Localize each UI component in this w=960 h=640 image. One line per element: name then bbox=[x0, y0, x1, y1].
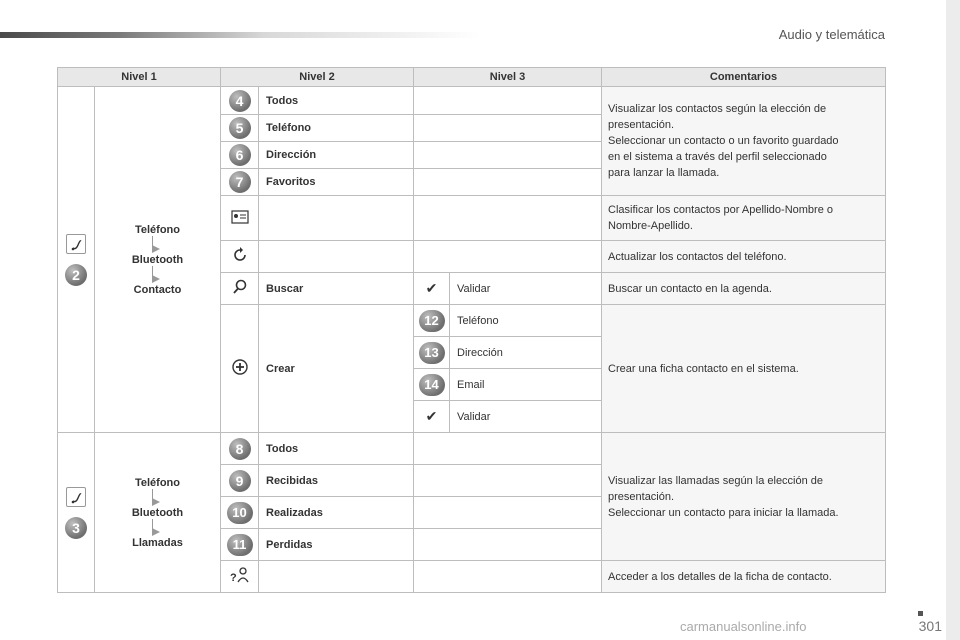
badge-cell bbox=[414, 369, 450, 401]
phone-handset-icon bbox=[66, 487, 86, 507]
level1-path-cell bbox=[95, 433, 221, 593]
level3-empty bbox=[414, 87, 602, 115]
comment-refresh: Actualizar los contactos del teléfono. bbox=[602, 241, 886, 273]
svg-text:?: ? bbox=[229, 572, 237, 584]
arrow-down-right-icon bbox=[152, 266, 164, 284]
search-icon bbox=[231, 278, 249, 296]
col-header-comments: Comentarios bbox=[602, 68, 886, 87]
section-title: Audio y telemática bbox=[778, 27, 885, 42]
badge-cell bbox=[221, 433, 259, 465]
contact-details-icon bbox=[229, 566, 251, 584]
phone-handset-icon bbox=[66, 234, 86, 254]
badge-cell bbox=[221, 115, 259, 142]
comment-view-calls bbox=[602, 433, 886, 561]
level2-realizadas[interactable]: Realizadas bbox=[259, 497, 414, 529]
path-step: Teléfono bbox=[134, 476, 180, 489]
arrow-down-right-icon bbox=[152, 519, 164, 537]
level3-validar[interactable]: Validar bbox=[450, 273, 602, 305]
comment-line: presentación. bbox=[608, 119, 675, 131]
step-badge: 5 bbox=[229, 117, 251, 139]
path-step: Contacto bbox=[133, 283, 182, 296]
level3-empty bbox=[414, 241, 602, 273]
level2-buscar[interactable]: Buscar bbox=[259, 273, 414, 305]
step-badge: 10 bbox=[227, 502, 253, 524]
step-badge: 2 bbox=[65, 264, 87, 286]
step-badge: 9 bbox=[229, 470, 251, 492]
badge-cell bbox=[221, 169, 259, 196]
level3-empty bbox=[414, 115, 602, 142]
page-number: 301 bbox=[918, 618, 942, 634]
comment-line: para lanzar la llamada. bbox=[608, 167, 720, 179]
watermark-text: carmanualsonline.info bbox=[680, 619, 807, 634]
refresh-icon-cell[interactable] bbox=[221, 241, 259, 273]
checkmark-icon: ✔ bbox=[425, 408, 438, 424]
level3-empty bbox=[414, 465, 602, 497]
step-badge: 6 bbox=[229, 144, 251, 166]
details-icon-cell[interactable] bbox=[221, 561, 259, 593]
step-badge: 7 bbox=[229, 171, 251, 193]
comment-sort bbox=[602, 196, 886, 241]
search-icon-cell[interactable] bbox=[221, 273, 259, 305]
level2-telefono[interactable]: Teléfono bbox=[259, 115, 414, 142]
level1-icon-cell bbox=[58, 87, 95, 433]
comment-search: Buscar un contacto en la agenda. bbox=[602, 273, 886, 305]
comment-line: Nombre-Apellido. bbox=[608, 220, 693, 232]
level3-empty bbox=[414, 196, 602, 241]
step-badge: 3 bbox=[65, 517, 87, 539]
level1-path-cell bbox=[95, 87, 221, 433]
level2-empty bbox=[259, 196, 414, 241]
step-badge: 4 bbox=[229, 90, 251, 112]
check-icon-cell bbox=[414, 401, 450, 433]
level3-empty bbox=[414, 529, 602, 561]
table-row bbox=[58, 433, 886, 465]
comment-line: Seleccionar un contacto para iniciar la llamada. bbox=[608, 506, 839, 519]
create-icon-cell[interactable] bbox=[221, 305, 259, 433]
refresh-icon bbox=[231, 246, 249, 264]
level2-empty bbox=[259, 561, 414, 593]
level3-validar[interactable]: Validar bbox=[450, 401, 602, 433]
arrow-down-right-icon bbox=[152, 236, 164, 254]
page-edge-strip bbox=[946, 0, 960, 640]
comment-line: Clasificar los contactos por Apellido-Nombre o bbox=[608, 204, 833, 216]
level3-empty bbox=[414, 433, 602, 465]
checkmark-icon: ✔ bbox=[425, 280, 438, 296]
comment-line: Seleccionar un contacto o un favorito guardado bbox=[608, 135, 839, 147]
comment-create: Crear una ficha contacto en el sistema. bbox=[602, 305, 886, 433]
check-icon-cell bbox=[414, 273, 450, 305]
arrow-down-right-icon bbox=[152, 489, 164, 507]
level2-crear[interactable]: Crear bbox=[259, 305, 414, 433]
comment-view-contacts bbox=[602, 87, 886, 196]
table-row bbox=[58, 87, 886, 115]
comment-line: en el sistema a través del perfil seleccionado bbox=[608, 151, 827, 163]
comment-line: Visualizar los contactos según la elección de bbox=[608, 103, 827, 115]
level3-telefono[interactable]: Teléfono bbox=[450, 305, 602, 337]
level2-perdidas[interactable]: Perdidas bbox=[259, 529, 414, 561]
level2-todos[interactable]: Todos bbox=[259, 433, 414, 465]
path-step: Llamadas bbox=[132, 536, 183, 549]
badge-cell bbox=[221, 529, 259, 561]
level3-email[interactable]: Email bbox=[450, 369, 602, 401]
header-accent-bar bbox=[0, 32, 480, 38]
step-badge: 13 bbox=[419, 342, 445, 364]
level2-recibidas[interactable]: Recibidas bbox=[259, 465, 414, 497]
level2-empty bbox=[259, 241, 414, 273]
page-marker bbox=[918, 611, 923, 616]
level3-empty bbox=[414, 169, 602, 196]
level2-direccion[interactable]: Dirección bbox=[259, 142, 414, 169]
step-badge: 14 bbox=[419, 374, 445, 396]
path-step: Teléfono bbox=[134, 223, 180, 236]
menu-table bbox=[57, 67, 886, 593]
badge-cell bbox=[414, 305, 450, 337]
level1-icon-cell bbox=[58, 433, 95, 593]
col-header-level1: Nivel 1 bbox=[58, 68, 221, 87]
step-badge: 11 bbox=[227, 534, 253, 556]
badge-cell bbox=[414, 337, 450, 369]
table-header-row bbox=[58, 68, 886, 87]
contact-card-sort-icon bbox=[231, 210, 249, 224]
comment-line: presentación. bbox=[608, 490, 675, 503]
badge-cell bbox=[221, 87, 259, 115]
level2-favoritos[interactable]: Favoritos bbox=[259, 169, 414, 196]
badge-cell bbox=[221, 497, 259, 529]
col-header-level2: Nivel 2 bbox=[221, 68, 414, 87]
step-badge: 8 bbox=[229, 438, 251, 460]
level3-empty bbox=[414, 561, 602, 593]
path-step: Bluetooth bbox=[131, 253, 184, 266]
col-header-level3: Nivel 3 bbox=[414, 68, 602, 87]
sort-icon-cell[interactable] bbox=[221, 196, 259, 241]
step-badge: 12 bbox=[419, 310, 445, 332]
comment-details: Acceder a los detalles de la ficha de contacto. bbox=[602, 561, 886, 593]
level3-direccion[interactable]: Dirección bbox=[450, 337, 602, 369]
add-circle-icon bbox=[231, 358, 249, 376]
level2-todos[interactable]: Todos bbox=[259, 87, 414, 115]
badge-cell bbox=[221, 465, 259, 497]
level3-empty bbox=[414, 497, 602, 529]
path-step: Bluetooth bbox=[131, 506, 184, 519]
level3-empty bbox=[414, 142, 602, 169]
badge-cell bbox=[221, 142, 259, 169]
comment-line: Visualizar las llamadas según la elección de bbox=[608, 474, 824, 487]
